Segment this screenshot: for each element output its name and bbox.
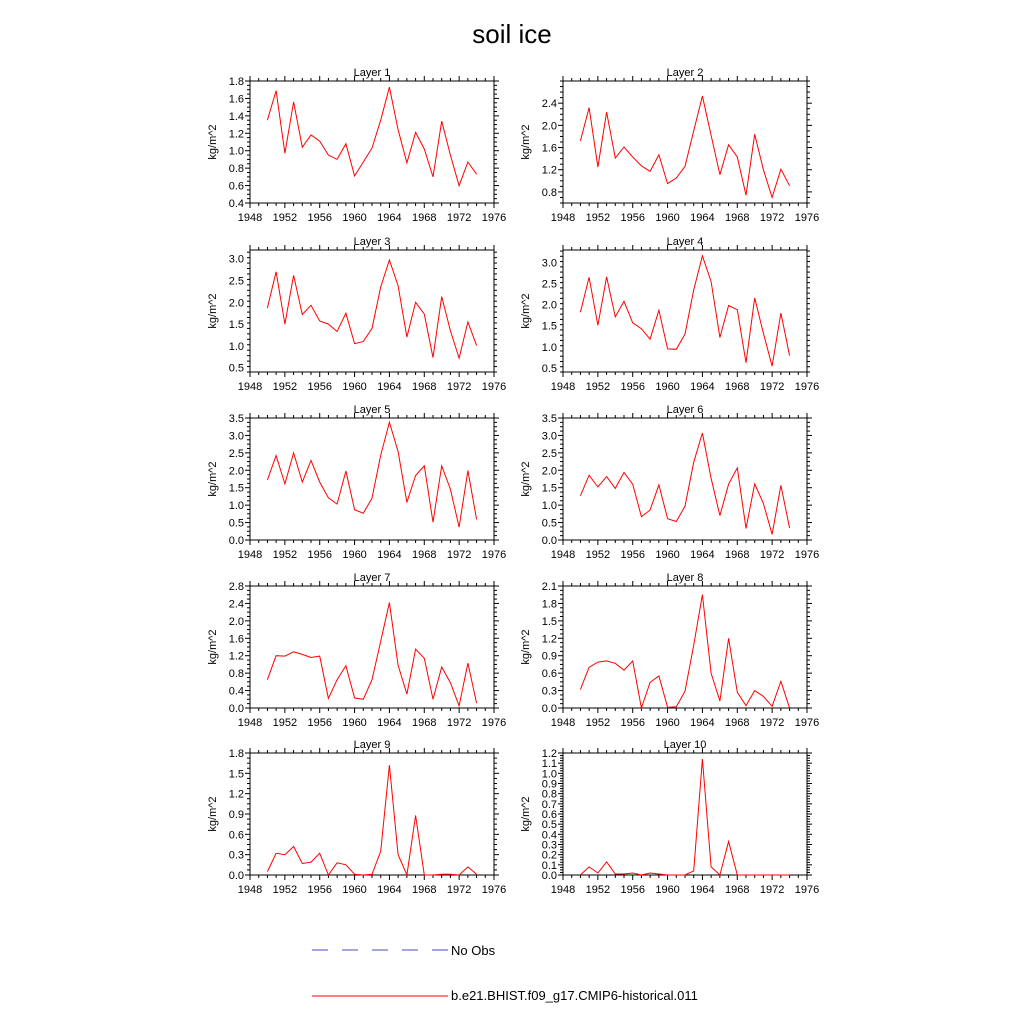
x-tick-label: 1956 [620,549,645,561]
y-tick-label: 1.5 [541,320,557,333]
x-tick-label: 1976 [794,381,820,393]
y-axis-label: kg/m^2 [207,124,219,160]
x-tick-label: 1968 [412,884,437,896]
y-tick-label: 1.0 [541,341,557,354]
panel-layer-10 [520,739,819,896]
y-tick-label: 2.0 [541,465,557,478]
x-tick-label: 1952 [272,549,298,561]
series-line [267,422,476,527]
series-line [267,603,476,706]
y-tick-label: 3.0 [541,430,557,443]
panel-layer-9 [207,739,506,896]
x-tick-label: 1968 [725,717,750,729]
x-tick-label: 1960 [342,381,367,393]
x-tick-label: 1956 [620,381,645,393]
x-tick-label: 1968 [725,549,750,561]
x-tick-label: 1948 [237,717,263,729]
x-tick-label: 1972 [759,884,785,896]
y-tick-label: 0.8 [541,186,557,199]
x-tick-label: 1948 [237,381,263,393]
y-tick-label: 1.8 [228,76,244,88]
x-tick-label: 1952 [585,381,611,393]
y-tick-label: 0.8 [541,788,557,801]
y-tick-label: 0.7 [541,798,557,811]
y-tick-label: 0.6 [541,809,557,821]
y-tick-label: 1.5 [228,768,244,781]
y-tick-label: 0.0 [541,535,557,547]
y-tick-label: 0.0 [228,535,244,547]
x-tick-label: 1964 [690,381,715,393]
y-tick-label: 0.6 [228,829,244,842]
y-tick-label: 0.5 [541,819,557,832]
x-tick-label: 1972 [759,381,785,393]
x-tick-label: 1964 [690,549,715,561]
panel-layer-8 [520,572,819,729]
y-axis-label: kg/m^2 [207,796,219,832]
x-tick-label: 1960 [655,381,680,393]
x-tick-label: 1972 [759,549,785,561]
y-axis-label: kg/m^2 [520,461,532,497]
y-axis-label: kg/m^2 [207,293,219,329]
x-tick-label: 1956 [620,212,645,224]
x-tick-label: 1960 [655,717,680,729]
panel-title: Layer 4 [666,236,704,248]
x-tick-label: 1976 [481,549,507,561]
x-tick-label: 1952 [272,884,298,896]
panel-title: Layer 1 [353,67,391,79]
panel-title: Layer 2 [666,67,704,79]
x-tick-label: 1968 [412,717,437,729]
y-tick-label: 2.8 [228,581,244,593]
panel-layer-5 [207,404,506,561]
y-tick-label: 1.2 [541,164,557,177]
plot-frame [563,753,807,875]
y-tick-label: 1.2 [228,128,244,141]
y-tick-label: 0.2 [541,849,557,862]
x-tick-label: 1956 [307,549,332,561]
y-tick-label: 2.4 [541,98,557,111]
panel-title: Layer 3 [353,236,391,248]
x-tick-label: 1976 [794,717,820,729]
legend-model-label: b.e21.BHIST.f09_g17.CMIP6-historical.011 [451,988,698,1003]
x-tick-label: 1976 [794,549,820,561]
y-tick-label: 2.1 [541,581,557,593]
y-tick-label: 3.5 [228,413,244,425]
y-tick-label: 0.8 [228,668,244,681]
x-tick-label: 1956 [307,717,332,729]
x-tick-label: 1968 [412,212,437,224]
series-line [580,433,789,534]
y-tick-label: 0.0 [541,703,557,715]
x-tick-label: 1968 [725,212,750,224]
x-tick-label: 1964 [690,717,715,729]
x-tick-label: 1972 [759,212,785,224]
plot-frame [563,81,807,203]
y-tick-label: 0.6 [541,668,557,681]
y-tick-label: 0.3 [541,685,557,698]
panels-grid [207,67,819,896]
x-tick-label: 1968 [725,381,750,393]
panel-layer-7 [207,572,506,729]
x-tick-label: 1964 [377,549,402,561]
x-tick-label: 1976 [794,884,820,896]
x-tick-label: 1976 [481,884,507,896]
y-tick-label: 2.4 [228,598,244,611]
x-tick-label: 1948 [237,884,263,896]
y-tick-label: 2.5 [228,447,244,460]
panel-title: Layer 10 [663,739,707,751]
y-tick-label: 1.2 [228,650,244,663]
panel-layer-2 [520,67,819,224]
x-tick-label: 1972 [446,717,472,729]
y-tick-label: 0.5 [541,362,557,375]
x-tick-label: 1948 [550,381,576,393]
y-tick-label: 0.4 [228,685,244,698]
y-tick-label: 2.5 [541,278,557,291]
y-axis-label: kg/m^2 [520,629,532,665]
panel-layer-6 [520,404,819,561]
panel-title: Layer 6 [666,404,704,416]
panel-layer-1 [207,67,506,224]
series-line [580,96,789,198]
figure-title: soil ice [472,19,552,49]
x-tick-label: 1960 [342,717,367,729]
y-tick-label: 0.5 [541,517,557,530]
y-tick-label: 2.5 [541,447,557,460]
y-tick-label: 1.0 [541,500,557,513]
y-tick-label: 1.0 [228,340,244,353]
y-axis-label: kg/m^2 [520,293,532,329]
y-axis-label: kg/m^2 [520,124,532,160]
x-tick-label: 1952 [272,212,298,224]
y-tick-label: 1.5 [228,319,244,332]
plot-frame [250,586,494,708]
legend [312,943,698,1003]
x-tick-label: 1972 [759,717,785,729]
x-tick-label: 1972 [446,549,472,561]
x-tick-label: 1960 [342,212,367,224]
x-tick-label: 1948 [550,884,576,896]
y-tick-label: 1.5 [541,615,557,628]
y-tick-label: 2.0 [228,297,244,310]
y-tick-label: 0.0 [228,870,244,882]
x-tick-label: 1956 [307,381,332,393]
y-tick-label: 1.0 [228,145,244,158]
panel-layer-3 [207,236,506,393]
y-tick-label: 1.0 [228,500,244,513]
plot-frame [563,250,807,372]
x-tick-label: 1956 [307,212,332,224]
y-tick-label: 3.0 [541,257,557,270]
y-tick-label: 0.1 [541,859,557,872]
x-tick-label: 1956 [307,884,332,896]
x-tick-label: 1960 [342,884,367,896]
x-tick-label: 1948 [237,212,263,224]
y-tick-label: 2.0 [541,299,557,312]
x-tick-label: 1956 [620,884,645,896]
y-tick-label: 1.8 [228,748,244,760]
panel-title: Layer 5 [353,404,391,416]
y-tick-label: 1.1 [541,758,557,771]
x-tick-label: 1976 [481,212,507,224]
x-tick-label: 1960 [655,212,680,224]
x-tick-label: 1960 [655,884,680,896]
y-tick-label: 0.0 [541,870,557,882]
panel-title: Layer 8 [666,572,704,584]
panel-layer-4 [520,236,819,393]
series-line [580,759,789,875]
y-tick-label: 2.0 [541,120,557,133]
y-tick-label: 2.0 [228,615,244,628]
y-tick-label: 1.6 [541,142,557,155]
series-line [580,595,789,708]
y-axis-label: kg/m^2 [207,461,219,497]
y-tick-label: 0.0 [228,703,244,715]
x-tick-label: 1964 [377,884,402,896]
x-tick-label: 1968 [412,549,437,561]
x-tick-label: 1948 [550,549,576,561]
series-line [267,765,476,875]
x-tick-label: 1964 [377,212,402,224]
y-tick-label: 0.3 [228,849,244,862]
x-tick-label: 1952 [272,717,298,729]
plot-frame [250,753,494,875]
series-line [580,256,789,366]
x-tick-label: 1976 [794,212,820,224]
y-tick-label: 1.2 [228,788,244,801]
panel-title: Layer 9 [353,739,391,751]
y-tick-label: 2.5 [228,275,244,288]
y-tick-label: 1.8 [541,598,557,611]
y-tick-label: 2.0 [228,465,244,478]
x-tick-label: 1964 [690,884,715,896]
y-axis-label: kg/m^2 [520,796,532,832]
y-tick-label: 0.8 [228,163,244,176]
y-axis-label: kg/m^2 [207,629,219,665]
y-tick-label: 3.0 [228,430,244,443]
x-tick-label: 1952 [585,212,611,224]
legend-no-obs-label: No Obs [451,943,496,958]
x-tick-label: 1948 [550,212,576,224]
y-tick-label: 0.5 [228,362,244,375]
y-tick-label: 1.5 [541,482,557,495]
x-tick-label: 1956 [620,717,645,729]
x-tick-label: 1952 [585,717,611,729]
x-tick-label: 1976 [481,381,507,393]
y-tick-label: 1.2 [541,748,557,760]
y-tick-label: 3.0 [228,253,244,266]
y-tick-label: 3.5 [541,413,557,425]
y-tick-label: 1.2 [541,633,557,646]
x-tick-label: 1948 [237,549,263,561]
y-tick-label: 0.6 [228,180,244,193]
y-tick-label: 1.6 [228,633,244,646]
y-tick-label: 0.3 [541,839,557,852]
series-line [267,87,476,186]
y-tick-label: 0.4 [228,198,244,210]
plot-frame [563,418,807,540]
x-tick-label: 1972 [446,884,472,896]
series-line [267,260,476,358]
x-tick-label: 1948 [550,717,576,729]
x-tick-label: 1968 [412,381,437,393]
x-tick-label: 1972 [446,212,472,224]
x-tick-label: 1960 [342,549,367,561]
y-tick-label: 0.9 [541,778,557,791]
y-tick-label: 1.6 [228,93,244,106]
x-tick-label: 1968 [725,884,750,896]
x-tick-label: 1964 [377,381,402,393]
y-tick-label: 1.0 [541,768,557,781]
y-tick-label: 0.5 [228,517,244,530]
x-tick-label: 1952 [585,549,611,561]
y-tick-label: 1.5 [228,482,244,495]
x-tick-label: 1972 [446,381,472,393]
x-tick-label: 1964 [690,212,715,224]
panel-title: Layer 7 [353,572,391,584]
x-tick-label: 1952 [272,381,298,393]
y-tick-label: 0.4 [541,829,557,842]
y-tick-label: 1.4 [228,110,244,123]
x-tick-label: 1960 [655,549,680,561]
x-tick-label: 1952 [585,884,611,896]
y-tick-label: 0.9 [541,650,557,663]
y-tick-label: 0.9 [228,809,244,821]
x-tick-label: 1964 [377,717,402,729]
x-tick-label: 1976 [481,717,507,729]
